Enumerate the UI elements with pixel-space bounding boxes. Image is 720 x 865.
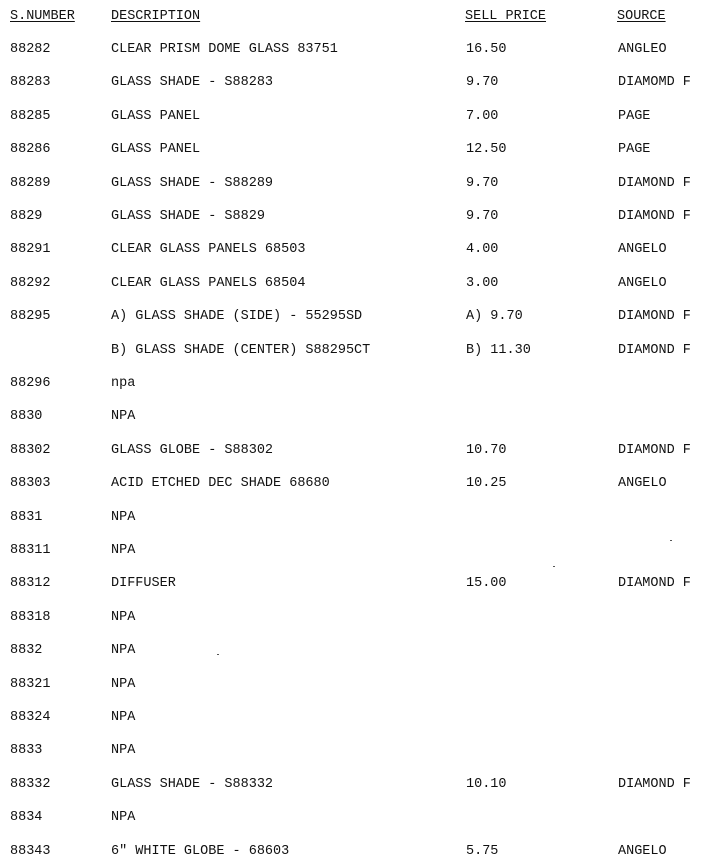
row-snumber: 88318: [10, 610, 51, 625]
row-snumber: 8833: [10, 743, 43, 758]
table-row: [0, 142, 720, 162]
row-description: B) GLASS SHADE (CENTER) S88295CT: [111, 343, 371, 358]
row-description: NPA: [111, 677, 136, 692]
row-source: DIAMOND F: [618, 343, 691, 358]
table-row: [0, 443, 720, 463]
table-row: [0, 677, 720, 697]
row-description: DIFFUSER: [111, 576, 176, 591]
table-row: [0, 476, 720, 496]
row-description: NPA: [111, 643, 136, 658]
row-snumber: 88291: [10, 242, 51, 257]
row-description: NPA: [111, 510, 136, 525]
row-snumber: 88285: [10, 109, 51, 124]
row-sell-price: 4.00: [466, 242, 499, 257]
row-description: CLEAR PRISM DOME GLASS 83751: [111, 42, 338, 57]
row-snumber: 88324: [10, 710, 51, 725]
row-snumber: 88302: [10, 443, 51, 458]
row-snumber: 88292: [10, 276, 51, 291]
row-source: ANGELO: [618, 476, 667, 491]
row-description: NPA: [111, 810, 136, 825]
row-sell-price: 9.70: [466, 75, 499, 90]
row-source: ANGELO: [618, 276, 667, 291]
scan-speck: [553, 566, 555, 567]
row-snumber: 8832: [10, 643, 43, 658]
row-sell-price: 16.50: [466, 42, 507, 57]
row-description: GLASS PANEL: [111, 109, 201, 124]
row-description: NPA: [111, 743, 136, 758]
row-description: GLASS PANEL: [111, 142, 201, 157]
row-description: GLASS SHADE - S88289: [111, 176, 274, 191]
table-row: [0, 42, 720, 62]
row-sell-price: 10.70: [466, 443, 507, 458]
table-row: [0, 610, 720, 630]
header-source: SOURCE: [617, 9, 666, 24]
row-snumber: 88311: [10, 543, 51, 558]
header-snumber: S.NUMBER: [10, 9, 75, 24]
row-sell-price: 9.70: [466, 209, 499, 224]
row-description: NPA: [111, 610, 136, 625]
row-source: DIAMOND F: [618, 576, 691, 591]
table-row: [0, 643, 720, 663]
scan-speck: [670, 540, 672, 541]
row-sell-price: B) 11.30: [466, 343, 531, 358]
row-source: DIAMOND F: [618, 209, 691, 224]
row-description: A) GLASS SHADE (SIDE) - 55295SD: [111, 309, 363, 324]
row-sell-price: 15.00: [466, 576, 507, 591]
row-source: ANGELO: [618, 242, 667, 257]
row-source: DIAMOND F: [618, 777, 691, 792]
table-row: [0, 409, 720, 429]
row-sell-price: 9.70: [466, 176, 499, 191]
row-snumber: 88303: [10, 476, 51, 491]
row-source: DIAMOND F: [618, 443, 691, 458]
row-source: ANGELO: [618, 844, 667, 859]
row-description: CLEAR GLASS PANELS 68504: [111, 276, 306, 291]
row-description: NPA: [111, 543, 136, 558]
scan-speck: [217, 654, 219, 655]
row-description: NPA: [111, 710, 136, 725]
table-row: [0, 309, 720, 329]
row-source: DIAMOND F: [618, 309, 691, 324]
table-row: [0, 176, 720, 196]
row-snumber: 88295: [10, 309, 51, 324]
row-snumber: 88332: [10, 777, 51, 792]
row-description: 6" WHITE GLOBE - 68603: [111, 844, 290, 859]
table-row: [0, 844, 720, 864]
row-description: ACID ETCHED DEC SHADE 68680: [111, 476, 330, 491]
row-snumber: 8831: [10, 510, 43, 525]
row-source: DIAMOND F: [618, 176, 691, 191]
table-row: [0, 810, 720, 830]
table-row: [0, 242, 720, 262]
table-row: [0, 543, 720, 563]
row-sell-price: 3.00: [466, 276, 499, 291]
row-source: PAGE: [618, 109, 651, 124]
row-description: GLASS SHADE - S8829: [111, 209, 265, 224]
row-sell-price: 10.25: [466, 476, 507, 491]
row-snumber: 8834: [10, 810, 43, 825]
row-description: GLASS GLOBE - S88302: [111, 443, 274, 458]
row-snumber: 88343: [10, 844, 51, 859]
row-snumber: 88286: [10, 142, 51, 157]
table-row: [0, 743, 720, 763]
table-row: [0, 276, 720, 296]
header-sell-price: SELL PRICE: [465, 9, 547, 24]
row-snumber: 88312: [10, 576, 51, 591]
table-row: [0, 75, 720, 95]
row-sell-price: 7.00: [466, 109, 499, 124]
header-description: DESCRIPTION: [111, 9, 201, 24]
table-row: [0, 576, 720, 596]
row-snumber: 88289: [10, 176, 51, 191]
row-description: npa: [111, 376, 136, 391]
row-source: DIAMOMD F: [618, 75, 691, 90]
row-snumber: 88321: [10, 677, 51, 692]
row-sell-price: 5.75: [466, 844, 499, 859]
row-snumber: 88282: [10, 42, 51, 57]
row-snumber: 88283: [10, 75, 51, 90]
table-row: [0, 109, 720, 129]
row-description: NPA: [111, 409, 136, 424]
row-source: ANGLEO: [618, 42, 667, 57]
row-description: GLASS SHADE - S88283: [111, 75, 274, 90]
table-row: [0, 777, 720, 797]
table-row: [0, 343, 720, 363]
row-snumber: 8830: [10, 409, 43, 424]
row-description: CLEAR GLASS PANELS 68503: [111, 242, 306, 257]
row-sell-price: 12.50: [466, 142, 507, 157]
row-description: GLASS SHADE - S88332: [111, 777, 274, 792]
row-snumber: 8829: [10, 209, 43, 224]
table-row: [0, 209, 720, 229]
table-row: [0, 376, 720, 396]
row-sell-price: A) 9.70: [466, 309, 523, 324]
table-row: [0, 510, 720, 530]
table-row: [0, 710, 720, 730]
row-sell-price: 10.10: [466, 777, 507, 792]
row-snumber: 88296: [10, 376, 51, 391]
row-source: PAGE: [618, 142, 651, 157]
